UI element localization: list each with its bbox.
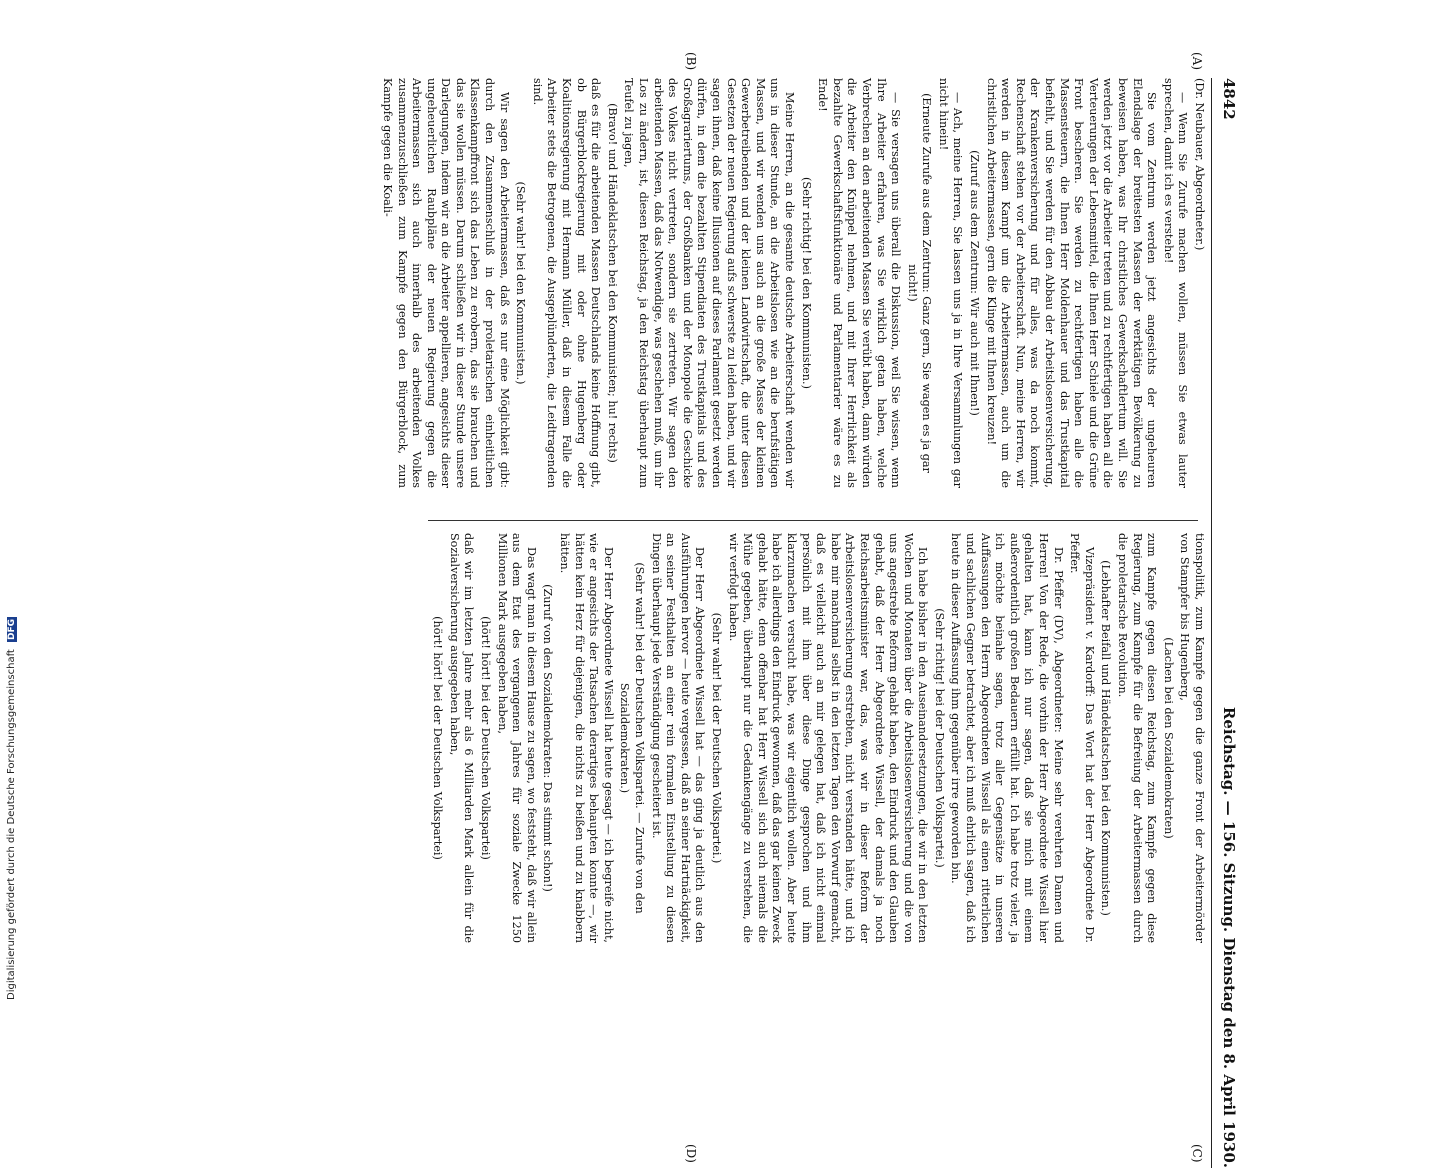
paragraph: daß es für die arbeitenden Massen Deutschlands keine Hoffnung gibt, ob Bürgerblockregierung mit oder ohne Hugenberg oder Koalitionsregierung mit Hermann Müller, daß in diesem Falle die Arbeiter stets die Betrogenen, die Ausgeplünderten, die Leidtragenden sind. xyxy=(530,78,603,488)
paragraph: — Sie versagen uns überall die Diskussion, weil Sie wissen, wenn Ihre Arbeiter erfahren, was Sie wirklich getan haben, welche Verbrechen an den arbeitenden Massen Sie verübt haben, dann würden die Arbeiter den Knüppel nehmen, und mit Ihrer Herrlichkeit als bezahlte Gewerkschaftsfunktionäre und Parlamentarier wäre es zu Ende! xyxy=(816,78,903,488)
interjection: (Lachen bei den Sozialdemokraten) xyxy=(1161,637,1175,839)
paragraph: — Ach, meine Herren, Sie lassen uns ja in Ihre Versammlungen gar nicht hinein! xyxy=(936,78,965,488)
paragraph: Meine Herren, an die gesamte deutsche Arbeiterschaft wenden wir uns in dieser Stunde, an die Arbeitslosen wie an die berufstätigen Massen, und wir wenden uns auch an die große Masse der kleinen Gewerbetreibenden und der kleinen Landwirtschaft, die unter diesen Gesetzen der neuen Regierung aufs schwerste zu leiden haben, und wir sagen ihnen, daß keine Illusionen auf dieses Parlament gesetzt werden dürfen, in dem die bezahlten Stipendiaten des Trustkapitals und des Großagrariertums, der Großbanken und der Monopole die Geschicke des Volkes nicht vertreten, sondern sie zertreten. Wir sagen den arbeitenden Massen, daß das Notwendige, was geschehen muß, um ihr Los zu ändern, ist, diesen Reichstag, ja den Reichstag überhaupt zum Teufel zu jagen, xyxy=(622,78,796,488)
right-column xyxy=(428,533,1206,943)
interjection: (Zuruf von den Sozialdemokraten: Das stimmt schon!) xyxy=(541,584,555,892)
paragraph: (Dr. Neubauer, Abgeordneter.) xyxy=(1193,78,1206,251)
page-number: 4842 xyxy=(1220,78,1238,120)
page-header xyxy=(1212,78,1238,1168)
interjection: (Sehr richtig! bei der Deutschen Volkspartei.) xyxy=(932,608,946,868)
paragraph: Ich habe bisher in den Auseinandersetzungen, die wir in den letzten Wochen und Monaten über die Arbeitslosenversicherung und die von uns angestrebte Reform gehabt haben, den Eindruck und den Glauben gehabt, daß der Herr Abgeordnete Wissell, der damals ja noch Reichsarbeitsminister war, das, was wir in dieser Reform der Arbeitslosenversicherung erstrebten, nicht verstanden hätte, und ich habe mir manchmal selbst in den letzten Tagen den Vorwurf gemacht, daß es vielleicht auch an mir gelegen hat, daß ich nicht einmal persönlich mit ihm über diese Dinge gesprochen und ihm klarzumachen versucht habe, was wir eigentlich wollen. Aber heute habe ich allerdings den Eindruck gewonnen, daß das gar keinen Zweck gehabt hätte, denn offenbar hat Herr Wissell sich auch niemals die Mühe gegeben, überhaupt nur die Gedankengänge zu verstehen, die wir verfolgt haben. xyxy=(726,533,930,943)
interjection: (Sehr wahr! bei der Deutschen Volkspartei.) xyxy=(710,612,723,864)
paragraph: tionspolitik, zum Kampfe gegen die ganze Front der Arbeitermörder von Stampfer bis Hugenberg, xyxy=(1178,533,1206,943)
margin-marker-a: (A) xyxy=(1190,52,1204,71)
paragraph: zum Kampfe gegen diesen Reichstag, zum Kampfe gegen diese Regierung, zum Kampfe für die Befreiung der Arbeitermassen durch die proletarische Revolution. xyxy=(1116,533,1159,943)
interjection: (Sehr richtig! bei den Kommunisten.) xyxy=(799,177,813,389)
interjection: (Zuruf aus dem Zentrum: Wir auch mit Ihnen!) xyxy=(968,150,982,416)
paragraph: — Wenn Sie Zurufe machen wollen, müssen Sie etwas lauter sprechen, damit ich es verstehe! xyxy=(1161,78,1190,488)
paragraph: Der Herr Abgeordnete Wissell hat — das ging ja deutlich aus den Ausführungen hervor — heute vergessen, daß an seiner Hartnäckigkeit, an seiner Festhalten an einer rein formalen Einstellung zu diesen Dingen überhaupt jede Verständigung gescheitert ist. xyxy=(649,533,707,943)
paragraph: Das wagt man in diesem Hause zu sagen, wo feststeht, daß wir allein aus dem Etat des vergangenen Jahres für soziale Zwecke 1250 Millionen Mark ausgegeben haben, xyxy=(495,533,538,943)
paragraph: Vizepräsident v. Kardorff: Das Wort hat der Herr Abgeordnete Dr. Pfeffer. xyxy=(1068,533,1096,943)
interjection: (Sehr wahr! bei der Deutschen Volkspartei. — Zurufe von den Sozialdemokraten.) xyxy=(618,562,647,914)
paragraph: Dr. Pfeffer (DV), Abgeordneter: Meine sehr verehrten Damen und Herren! Von der Rede, die vorhin der Herr Abgeordnete Wissell hier gehalten hat, kann ich nur sagen, daß sie mich mit einem außerordentlich großen Bedauern erfüllt hat. Ich habe trotz vieler, ja ich möchte beinahe sagen, trotz aller Gegensätze in unseren Auffassungen den Herrn Abgeordneten Wissell als einen ritterlichen und sachlichen Gegner betrachtet, aber ich muß ehrlich sagen, daß ich heute in dieser Auffassung ihm gegenüber irre geworden bin. xyxy=(949,533,1065,943)
column-divider xyxy=(428,520,1198,521)
interjection: (Lebhafter Beifall und Händeklatschen bei den Kommunisten.) xyxy=(1099,560,1113,916)
left-column xyxy=(377,78,1206,488)
margin-marker-d: (D) xyxy=(684,1144,698,1163)
interjection: (hört! hört! bei der Deutschen Volkspartei) xyxy=(431,616,445,860)
credit-text: Digitalisierung gefördert durch die Deutsche Forschungsgemeinschaft xyxy=(6,649,17,1000)
page-title: Reichstag. — 156. Sitzung. Dienstag den 8. April 1930. xyxy=(1220,706,1238,1168)
dfg-logo: DFG xyxy=(7,618,17,640)
margin-marker-b: (B) xyxy=(684,52,698,71)
interjection: (Sehr wahr! bei den Kommunisten.) xyxy=(514,181,528,385)
margin-marker-c: (C) xyxy=(1190,1144,1204,1163)
paragraph: daß wir im letzten Jahre mehr als 6 Milliarden Mark allein für die Sozialversicherung ausgegeben haben, xyxy=(447,533,476,943)
header-rule xyxy=(1211,78,1212,1168)
interjection: (Erneute Zurufe aus dem Zentrum: Ganz gern, Sie wagen es ja gar nicht!) xyxy=(905,93,934,473)
interjection: (hört! hört! bei der Deutschen Volkspartei) xyxy=(479,616,493,860)
paragraph: Wir sagen den Arbeitermassen, daß es nur eine Möglichkeit gibt: durch den Zusammenschluß in der proletarischen einheitlichen Klassenkampffront sich das Leben zu erobern, das sie brauchen und das sie wollen müssen. Darum schließen wir in dieser Stunde unsere Darlegungen, indem wir an die Arbeiter appellieren, angesichts dieser ungeheuerlichen Raubpläne der neuen Regierung gegen die Arbeitermassen sich auch innerhalb des arbeitenden Volkes zusammenzuschließen zum Kampfe gegen den Bürgerblock, zum Kampfe gegen die Koali- xyxy=(380,78,511,488)
interjection: (Bravo! und Händeklatschen bei den Kommunisten; hu! rechts) xyxy=(605,103,619,463)
document-page xyxy=(138,52,1238,1168)
digitization-credit xyxy=(6,10,20,1000)
paragraph: Der Herr Abgeordnete Wissell hat heute gesagt — ich begreife nicht, wie er angesichts der Tatsachen derartiges behaupten konnte —, wir hätten kein Herz für diejenigen, die nichts zu beißen und zu knabbern hätten. xyxy=(558,533,615,943)
paragraph: Sie vom Zentrum werden jetzt angesichts der ungeheuren Elendslage der breitesten Massen der werktätigen Bevölkerung zu beweisen haben, was Ihr christliches Gewerkschaftlertum will. Sie werden jetzt vor die Arbeiter treten und zu rechtfertigen haben all die Verteuerungen der Lebensmittel, die Ihnen Herr Schiele und die Grüne Front bescheren. Sie werden zu rechtfertigen haben alle die Massensteuern, die Ihnen Herr Moldenhauer und das Trustkapital befiehlt, und Sie werden für den Abbau der Arbeitslosenversicherung, der Krankenversicherung und für alles, was da noch kommt, Rechenschaft stehen vor der Arbeiterschaft. Nun, meine Herren, wir werden in diesem Kampf um die Arbeitermassen, auch um die christlichen Arbeitermassen, gern die Klinge mit Ihnen kreuzen! xyxy=(984,78,1159,488)
